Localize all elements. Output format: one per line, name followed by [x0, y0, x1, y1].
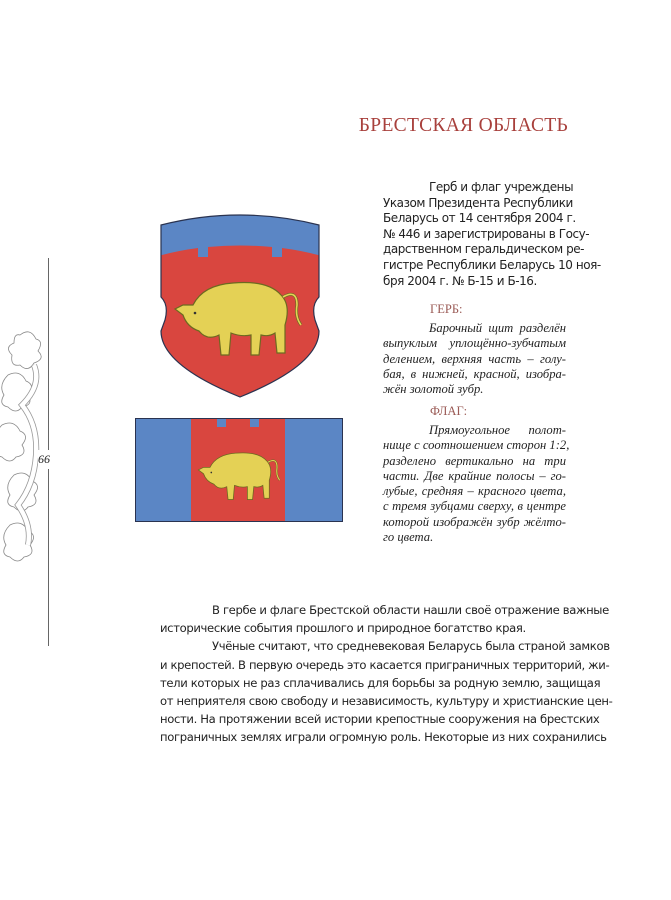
text-line: Прямоугольное полот- — [429, 423, 566, 437]
text-line: пограничных землях играли огромную роль. Некоторые из них сохранились — [160, 730, 607, 745]
text-line: лубые, средняя – красного цвета, — [383, 484, 566, 499]
text-line: выпуклым уплощённо-зубчатым — [383, 336, 566, 351]
flag-heading: ФЛАГ: — [430, 404, 468, 418]
text-line: от неприятеля свою свободу и независимость, культуру и христианские цен- — [160, 694, 613, 709]
coat-of-arms-image — [155, 205, 325, 405]
coat-description — [383, 321, 566, 397]
flag-description — [383, 423, 570, 545]
text-line: жён золотой зубр. — [383, 382, 484, 397]
text-line: дарственном геральдическом ре- — [383, 242, 585, 257]
text-line: тели которых не раз сплачивались для борьбы за родную землю, защищая — [160, 675, 601, 690]
text-line: Барочный щит разделён — [429, 321, 566, 335]
text-line: гистре Республики Беларусь 10 ноя- — [383, 257, 601, 272]
text-line: Учёные считают, что средневековая Беларусь была страной замков — [212, 639, 610, 654]
text-line: Герб и флаг учреждены — [429, 180, 574, 194]
text-line: бая, в нижней, красной, изобра- — [383, 366, 566, 381]
text-line: Указом Президента Республики — [383, 195, 573, 210]
text-line: делением, верхняя часть – голу- — [383, 351, 566, 366]
decree-text — [383, 180, 601, 289]
text-line: нище с соотношением сторон 1:2, — [383, 438, 570, 453]
page-number: 66 — [38, 450, 50, 469]
text-line: В гербе и флаге Брестской области нашли своё отражение важные — [212, 603, 609, 617]
text-line: ности. На протяжении всей истории крепостные сооружения на брестских — [160, 712, 600, 727]
text-line: исторические события прошлого и природное богатство края. — [160, 621, 526, 636]
text-line: разделено вертикально на три — [383, 453, 566, 468]
text-line: и крепостей. В первую очередь это касается приграничных территорий, жи- — [160, 657, 610, 672]
text-line: № 446 и зарегистрированы в Госу- — [383, 226, 590, 241]
text-line: части. Две крайние полосы – го- — [383, 468, 566, 483]
coat-heading: ГЕРБ: — [430, 302, 463, 316]
text-line: го цвета. — [383, 530, 434, 545]
page-title: БРЕСТСКАЯ ОБЛАСТЬ — [358, 115, 568, 136]
text-line: бря 2004 г. № Б-15 и Б-16. — [383, 273, 537, 288]
text-line: Беларусь от 14 сентября 2004 г. — [383, 211, 576, 226]
flag-image — [135, 418, 343, 522]
text-line: с тремя зубцами сверху, в центре — [383, 499, 566, 514]
body-text — [160, 601, 613, 747]
text-line: которой изображён зубр жёлто- — [383, 514, 566, 529]
